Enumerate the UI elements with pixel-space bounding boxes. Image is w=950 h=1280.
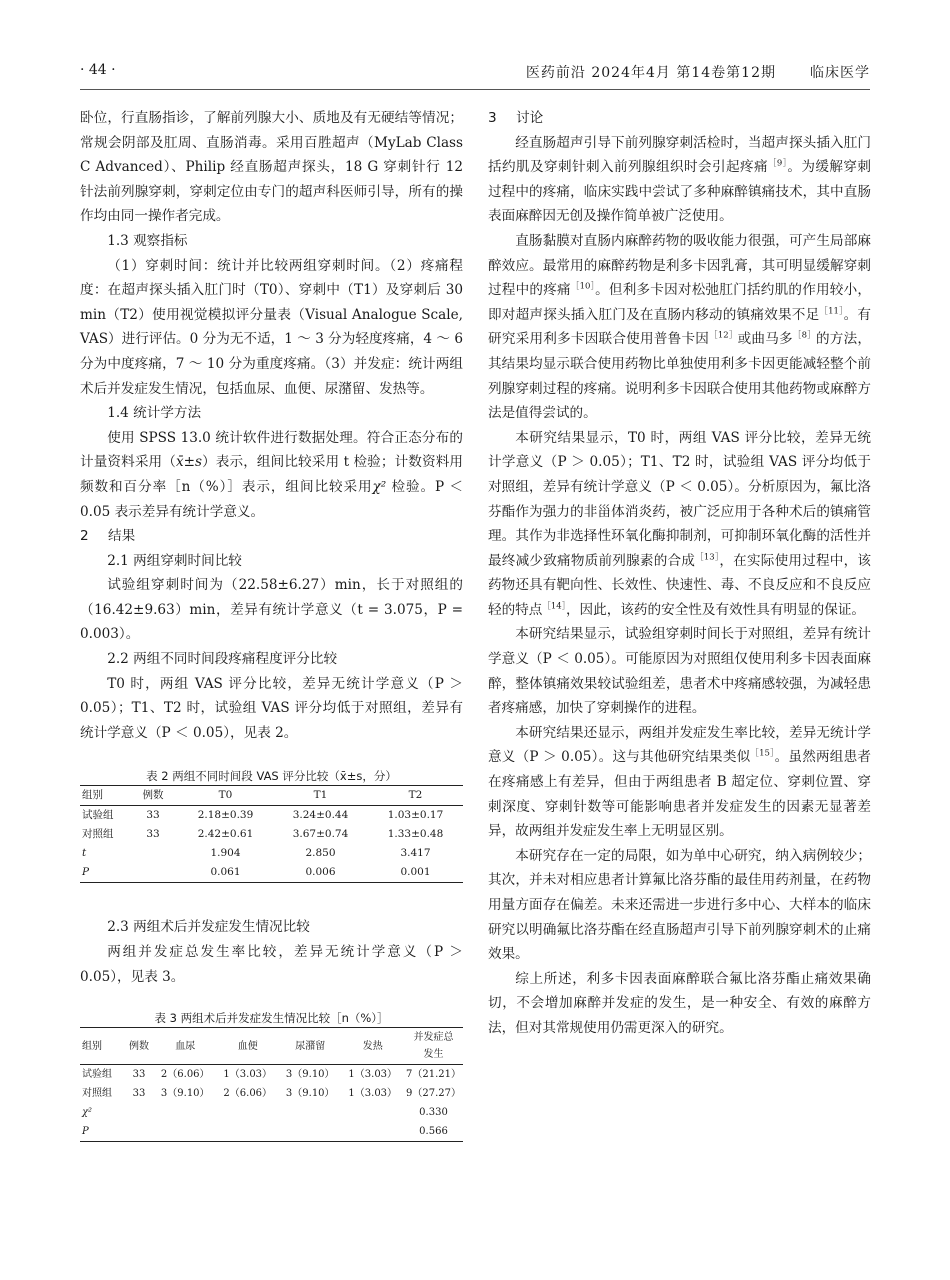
table-cell bbox=[279, 1103, 342, 1122]
paragraph: 两组并发症总发生率比较，差异无统计学意义（P ＞ 0.05），见表 3。 bbox=[80, 944, 463, 985]
paragraph: 本研究结果显示，试验组穿刺时间长于对照组，差异有统计学意义（P ＜ 0.05）。可能原因为对照组仅使用利多卡因表面麻醉，整体镇痛效果较试验组差，患者术中疼痛感较强，为减轻患者疼痛感，加快了穿刺操作的进程。 bbox=[488, 626, 871, 717]
table-cell: 试验组 bbox=[82, 809, 114, 822]
table-cell bbox=[217, 1122, 280, 1142]
subsection-heading: 2.1 两组穿刺时间比较 bbox=[107, 552, 242, 569]
table-cell: 3.417 bbox=[400, 847, 431, 860]
table-cell bbox=[217, 1103, 280, 1122]
journal-section: 临床医学 bbox=[810, 65, 870, 81]
table-cell: 2.850 bbox=[305, 847, 336, 860]
table-row bbox=[80, 863, 463, 883]
citation: ［9］ bbox=[768, 158, 788, 169]
table-header: 组别 bbox=[82, 1040, 102, 1052]
table-header: 血尿 bbox=[175, 1040, 196, 1052]
table-cell: 3.24±0.44 bbox=[292, 809, 349, 822]
table-cell: P bbox=[82, 1126, 89, 1138]
page-number: · 44 · bbox=[80, 62, 116, 78]
table-cell bbox=[128, 863, 178, 883]
paragraph: 经直肠超声引导下前列腺穿刺活检时，当超声探头插入肛门括约肌及穿刺针刺入前列腺组织时会引起疼痛$^{[9]}$。为缓解穿刺过程中的疼痛，临床实践中尝试了多种麻醉镇痛技术，其中直肠表面麻醉因无创及操作简单被广泛使用。 bbox=[488, 134, 872, 225]
table-header: 例数 bbox=[142, 789, 164, 802]
page-header bbox=[80, 62, 870, 86]
table-cell bbox=[154, 1103, 217, 1122]
table-cell: 1（3.03） bbox=[348, 1088, 398, 1100]
table-row bbox=[80, 1103, 463, 1122]
table-header: 血便 bbox=[237, 1040, 258, 1052]
table-cell: 0.001 bbox=[400, 866, 431, 879]
paragraph: 试验组穿刺时间为（22.58±6.27）min，长于对照组的（16.42±9.63）min，差异有统计学意义（t = 3.075，P = 0.003）。 bbox=[80, 577, 463, 643]
paragraph: T0 时，两组 VAS 评分比较，差异无统计学意义（P ＞ 0.05）；T1、T2 时，试验组 VAS 评分均低于对照组，差异有统计学意义（P ＜ 0.05），见表 2。 bbox=[80, 675, 463, 741]
right-column bbox=[488, 106, 871, 1041]
table-cell: 3（9.10） bbox=[285, 1088, 335, 1100]
citation: ［11］ bbox=[819, 306, 844, 317]
left-column bbox=[80, 106, 463, 1142]
table-header: 并发症总 发生 bbox=[413, 1032, 454, 1061]
citation: ［12］ bbox=[709, 330, 738, 341]
table-cell: 对照组 bbox=[82, 828, 114, 841]
table-cell: 2（6.06） bbox=[160, 1069, 210, 1081]
subsection-heading: 1.3 观察指标 bbox=[107, 232, 188, 249]
table-cell: 2（6.06） bbox=[223, 1088, 273, 1100]
section-heading: 3 讨论 bbox=[488, 110, 544, 126]
table3 bbox=[80, 1027, 463, 1142]
journal-title: 医药前沿 2024年4月 第14卷第12期 bbox=[525, 65, 776, 81]
table-row bbox=[80, 844, 463, 863]
table-header: 例数 bbox=[129, 1040, 149, 1052]
table-cell: 0.330 bbox=[419, 1107, 448, 1119]
table-cell bbox=[342, 1103, 405, 1122]
citation: ［13］ bbox=[695, 552, 720, 563]
paragraph: （1）穿刺时间：统计并比较两组穿刺时间。（2）疼痛程度：在超声探头插入肛门时（T0）、穿刺中（T1）及穿刺后 30 min（T2）使用视觉模拟评分量表（Visual Analogue Scale, VAS）进行评估。0 分为无不适，1 ～ 3 分为轻度疼痛，4 ～ 6 分为中度疼痛，7 ～ 10 分为重度疼痛。（3）并发症：统计两组术后并发症发生情况，包括血尿、血便、尿潴留、发热等。 bbox=[80, 257, 463, 397]
section-heading: 2 结果 bbox=[80, 528, 136, 545]
citation: ［15］ bbox=[750, 748, 775, 759]
table-row bbox=[80, 1084, 463, 1103]
table-header: T2 bbox=[408, 789, 423, 802]
table-cell: 0.566 bbox=[419, 1126, 448, 1138]
table-cell: t bbox=[82, 847, 87, 860]
table-row bbox=[80, 806, 463, 826]
table-cell: 对照组 bbox=[82, 1088, 112, 1100]
table-cell bbox=[128, 844, 178, 863]
table-cell: 2.42±0.61 bbox=[197, 828, 254, 841]
paragraph: 直肠黏膜对直肠内麻醉药物的吸收能力很强，可产生局部麻醉效应。最常用的麻醉药物是利多卡因乳膏，其可明显缓解穿刺过程中的疼痛$^{[10]}$。但利多卡因对松弛肛门括约肌的作用较小，即对超声探头插入肛门及在直肠内移动的镇痛效果不足$^{[11]}$。有研究采用利多卡因联合使用普鲁卡因$^{[12]}$或曲马多$^{[8]}$的方法，其结果均显示联合使用药物比单独使用利多卡因更能减轻整个前列腺穿刺过程的疼痛。说明利多卡因联合使用其他药物或麻醉方法是值得尝试的。 bbox=[488, 232, 872, 422]
table-cell: 试验组 bbox=[82, 1069, 112, 1081]
table-cell bbox=[154, 1122, 217, 1142]
table-cell: 2.18±0.39 bbox=[197, 809, 254, 822]
table-header: 组别 bbox=[82, 789, 103, 802]
table-cell: 1（3.03） bbox=[223, 1069, 273, 1081]
table2 bbox=[80, 785, 463, 883]
journal-info bbox=[526, 62, 870, 82]
table-cell: 3（9.10） bbox=[285, 1069, 335, 1081]
table-header: 发热 bbox=[362, 1040, 383, 1052]
paragraph: 本研究结果还显示，两组并发症发生率比较，差异无统计学意义（P ＞ 0.05）。这与其他研究结果类似$^{[15]}$。虽然两组患者在疼痛感上有差异，但由于两组患者 B 超定位、穿刺位置、穿刺深度、穿刺针数等可能影响患者并发症发生的因素无显著差异，故两组并发症发生率上无明显区别。 bbox=[488, 724, 871, 840]
paragraph: 本研究结果显示，T0 时，两组 VAS 评分比较，差异无统计学意义（P ＞ 0.05）；T1、T2 时，试验组 VAS 评分均低于对照组，差异有统计学意义（P ＜ 0.05）。分析原因为，氟比洛芬酯作为强力的非甾体消炎药，被广泛应用于各种术后的镇痛管理。其作为非选择性环氧化酶抑制剂，可抑制环氧化酶的活性并最终减少致痛物质前列腺素的合成$^{[13]}$，在实际使用过程中，该药物还具有靶向性、长效性、快速性、毒、不良反应和不良反应轻的特点$^{[14]}$，因此，该药的安全性及有效性具有明显的保证。 bbox=[488, 429, 872, 618]
citation: ［8］ bbox=[792, 330, 816, 341]
table-row bbox=[80, 1122, 463, 1142]
table-cell: 1（3.03） bbox=[348, 1069, 398, 1081]
paragraph: 综上所述，利多卡因表面麻醉联合氟比洛芬酯止痛效果确切，不会增加麻醉并发症的发生，是一种安全、有效的麻醉方法，但对其常规使用仍需更深入的研究。 bbox=[488, 970, 871, 1036]
subsection-heading: 2.2 两组不同时间段疼痛程度评分比较 bbox=[107, 651, 338, 668]
table-cell: 33 bbox=[132, 1069, 146, 1081]
citation: ［14］ bbox=[542, 601, 566, 612]
table-row bbox=[80, 1065, 463, 1085]
table-header: 尿潴留 bbox=[295, 1040, 326, 1052]
table-row bbox=[80, 825, 463, 844]
header-rule bbox=[80, 89, 870, 90]
table-header: T1 bbox=[313, 789, 328, 802]
table-header: T0 bbox=[218, 789, 233, 802]
table-cell: 7（21.21） bbox=[406, 1069, 461, 1081]
table-cell: 3.67±0.74 bbox=[292, 828, 349, 841]
table-cell: 33 bbox=[146, 809, 160, 822]
table-cell: 0.061 bbox=[210, 866, 241, 879]
table-cell: P bbox=[82, 866, 90, 879]
table-cell: 1.03±0.17 bbox=[387, 809, 444, 822]
table-cell: χ² bbox=[82, 1107, 93, 1119]
paragraph: 卧位，行直肠指诊，了解前列腺大小、质地及有无硬结等情况；常规会阴部及肛周、直肠消毒。采用百胜超声（MyLab Class C Advanced）、Philip 经直肠超声探头，18 G 穿刺针行 12 针法前列腺穿刺，穿刺定位由专门的超声科医师引导，所有的操作均由同一操作者完成。 bbox=[80, 110, 463, 225]
table-cell: 33 bbox=[132, 1088, 146, 1100]
paragraph: 本研究存在一定的局限，如为单中心研究，纳入病例较少；其次，并未对相应患者计算氟比洛芬酯的最佳用药剂量，在药物用量方面存在偏差。未来还需进一步进行多中心、大样本的临床研究以明确氟比洛芬酯在经直肠超声引导下前列腺穿刺术的止痛效果。 bbox=[488, 847, 871, 963]
subsection-heading: 2.3 两组术后并发症发生情况比较 bbox=[107, 919, 310, 936]
subsection-heading: 1.4 统计学方法 bbox=[107, 405, 202, 422]
citation: ［10］ bbox=[570, 281, 596, 292]
table3-caption: 表 3 两组术后并发症发生情况比较［n（%）］ bbox=[154, 1011, 389, 1026]
table-cell: 33 bbox=[146, 828, 160, 841]
table-cell: 1.33±0.48 bbox=[387, 828, 444, 841]
table-cell bbox=[342, 1122, 405, 1142]
table2-caption: 表 2 两组不同时间段 VAS 评分比较（x̄±s，分） bbox=[146, 769, 397, 784]
table-cell: 1.904 bbox=[210, 847, 241, 860]
table-cell bbox=[279, 1122, 342, 1142]
table-cell: 9（27.27） bbox=[406, 1088, 461, 1100]
table-cell bbox=[124, 1103, 154, 1122]
table-cell: 3（9.10） bbox=[160, 1088, 210, 1100]
table-cell bbox=[124, 1122, 154, 1142]
table-cell: 0.006 bbox=[305, 866, 336, 879]
paragraph: 使用 SPSS 13.0 统计软件进行数据处理。符合正态分布的计量资料采用（x̄±s）表示，组间比较采用 t 检验；计数资料用频数和百分率［n（%）］表示，组间比较采用χ² 检验。P ＜ 0.05 表示差异有统计学意义。 bbox=[80, 429, 463, 520]
